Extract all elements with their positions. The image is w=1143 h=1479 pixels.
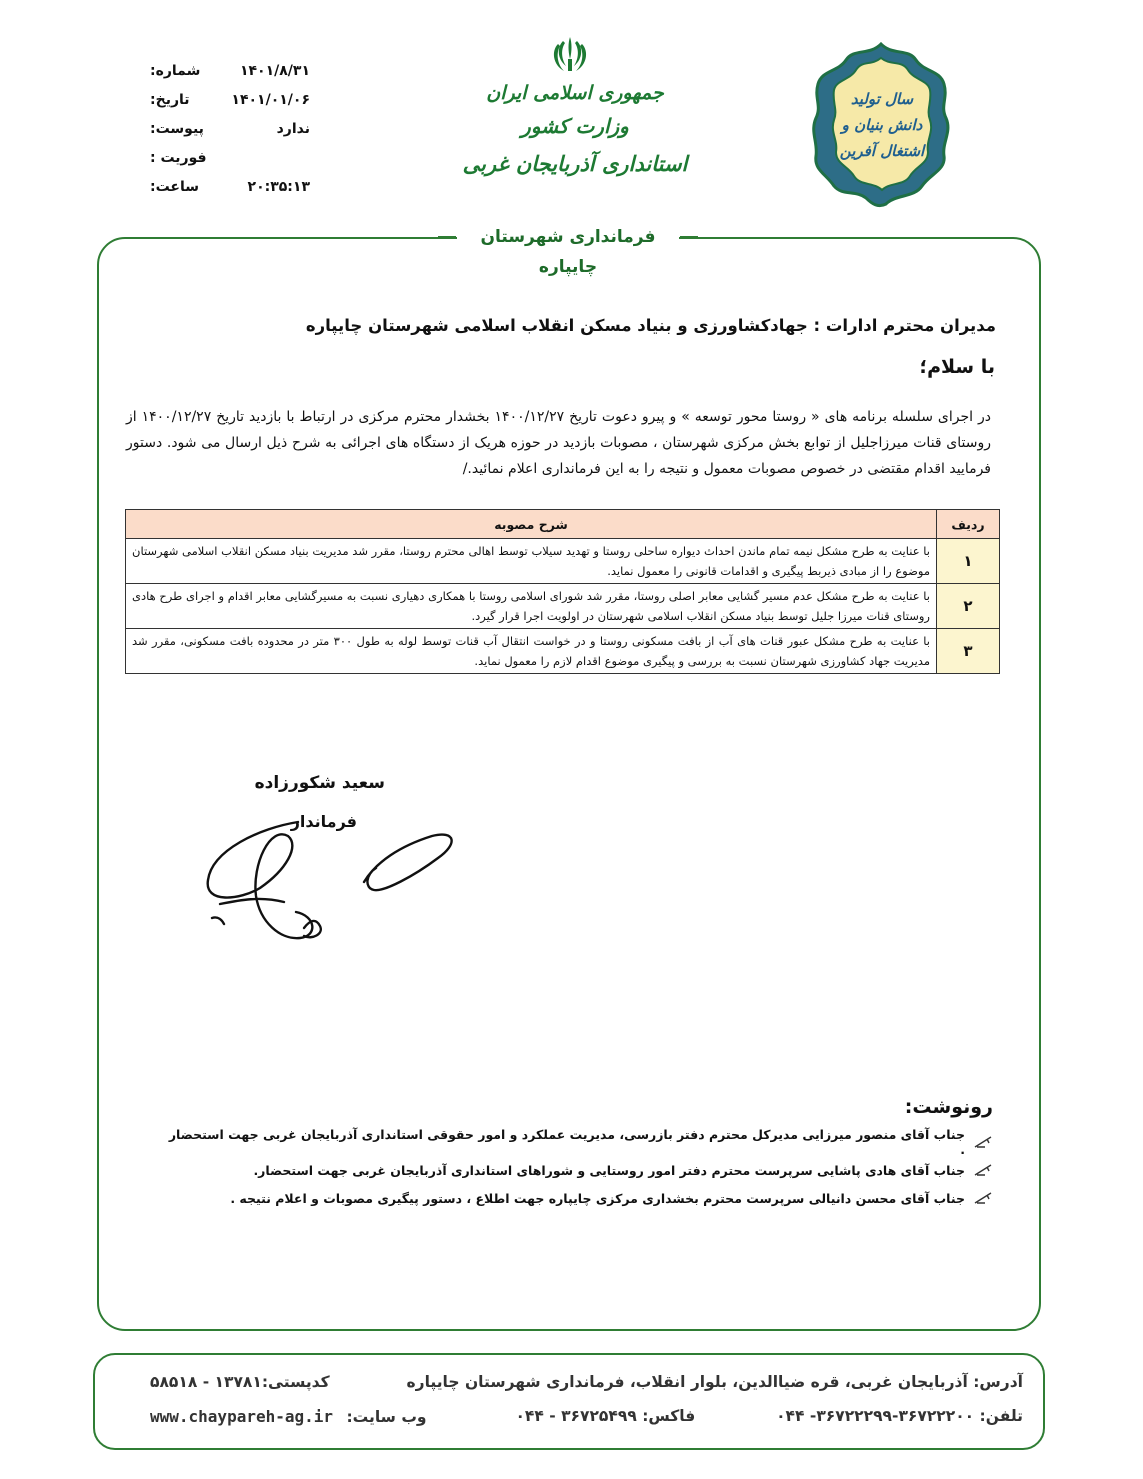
writing-hand-icon	[973, 1191, 993, 1205]
badge-line-2: دانش بنیان و	[841, 116, 923, 134]
header-ministry: وزارت کشور	[521, 114, 629, 138]
resolutions-table	[125, 509, 1000, 674]
letter-body: در اجرای سلسله برنامه های « روستا محور توسعه » و پیرو دعوت تاریخ ۱۴۰۰/۱۲/۲۷ بخشدار محترم مرکزی در ارتباط با بازدید تاریخ ۱۴۰۰/۱۲/۲۷ از روستای قنات میرزاجلیل از توابع بخش مرکزی شهرستان ، مصوبات بازدید در حوزه هریک از دستگاه های اجرائی به شرح ذیل ارسال می شود. دستور فرمایید اقدام مقتضی در خصوص مصوبات معمول و نتیجه را به این فرمانداری اعلام نمائید./	[126, 409, 991, 477]
signer-title: فرماندار	[290, 812, 357, 831]
meta-number-value: ۱۴۰۱/۸/۳۱	[239, 62, 310, 79]
row-text: با عنایت به طرح مشکل عدم مسیر گشایی معابر اصلی روستا، مقرر شد شورای اسلامی روستا با همکاری دهیاری نسبت به مسیرگشایی معابر اقدام و اجرای طرح هادی روستای قنات میرزا جلیل توسط بنیاد مسکن انقلاب اسلامی شهرستان در اولویت اجرا قرار گیرد.	[126, 584, 937, 629]
table-row	[126, 629, 1000, 674]
footer-phone-fax	[515, 1407, 1023, 1425]
meta-attachment	[150, 114, 310, 143]
cc-item	[163, 1156, 993, 1184]
meta-date-value: ۱۴۰۱/۰۱/۰۶	[231, 91, 310, 108]
meta-attachment-label: پیوست:	[150, 120, 204, 137]
writing-hand-icon	[973, 1135, 993, 1149]
footer-postal	[150, 1373, 330, 1391]
cc-item-text: جناب آقای محسن دانیالی سرپرست محترم بخشداری مرکزی چایپاره جهت اطلاع ، دستور پیگیری مصوبات و اعلام نتیجه .	[230, 1190, 965, 1206]
fax-label: فاکس:	[642, 1407, 696, 1425]
cc-heading: رونوشت:	[904, 1096, 993, 1118]
meta-time	[150, 172, 310, 201]
row-text: با عنایت به طرح مشکل عبور قنات های آب از بافت مسکونی روستا و در خواست انتقال آب قنات توسط لوله به طول ۳۰۰ متر در محدوده بافت مسکونی، مقرر شد مدیریت جهاد کشاورزی شهرستان نسبت به بررسی و پیگیری موضوع اقدام لازم را معمول نماید.	[126, 629, 937, 674]
office-title: فرمانداری شهرستان چایپاره	[457, 222, 679, 282]
row-num: ۲	[937, 584, 1000, 629]
website-label: وب سایت:	[346, 1408, 427, 1426]
writing-hand-icon	[973, 1163, 993, 1177]
table-header-row	[126, 510, 1000, 539]
government-header	[460, 78, 690, 184]
footer-contact	[93, 1353, 1045, 1450]
cc-item	[163, 1128, 993, 1156]
letter-greeting: با سلام؛	[919, 356, 995, 378]
badge-line-1: سال تولید	[850, 90, 914, 108]
col-num-header: ردیف	[937, 510, 1000, 539]
phone-value: ۳۶۷۲۲۲۰۰-۳۶۷۲۲۲۹۹- ۰۴۴	[776, 1407, 975, 1425]
footer-address	[407, 1373, 1023, 1391]
meta-urgency-label: فوریت :	[150, 149, 207, 166]
table-row	[126, 539, 1000, 584]
row-text: با عنایت به طرح مشکل نیمه تمام ماندن احداث دیواره ساحلی روستا و تهدید سیلاب توسط اهالی محترم روستا، مقرر شد مدیریت بنیاد مسکن انقلاب اسلامی شهرستان موضوع را از مبادی ذیربط پیگیری و اقدامات قانونی را معمول نماید.	[126, 539, 937, 584]
address-value: آذربایجان غربی، قره ضیاالدین، بلوار انقلاب، فرمانداری شهرستان چایپاره	[406, 1373, 968, 1391]
cc-list	[163, 1128, 993, 1212]
meta-time-label: ساعت:	[150, 178, 200, 195]
row-num: ۱	[937, 539, 1000, 584]
badge-line-3: اشتغال آفرین	[839, 142, 925, 160]
letter-addressee: مدیران محترم ادارات : جهادکشاورزی و بنیاد مسکن انقلاب اسلامی شهرستان چایپاره	[305, 316, 996, 335]
meta-date	[150, 85, 310, 114]
letter-meta	[150, 56, 310, 201]
cc-item-text: جناب آقای هادی پاشایی سرپرست محترم دفتر امور روستایی و شوراهای استانداری آذربایجان غربی جهت استحضار.	[253, 1162, 965, 1178]
fax-value: ۳۶۷۲۵۴۹۹ - ۰۴۴	[515, 1407, 637, 1425]
postal-value: ۱۳۷۸۱ - ۵۸۵۱۸	[150, 1373, 262, 1391]
meta-urgency	[150, 143, 310, 172]
meta-date-label: تاریخ:	[150, 91, 190, 108]
handwritten-signature	[200, 800, 470, 950]
meta-time-value: ۲۰:۳۵:۱۳	[247, 178, 310, 195]
header-province: استانداری آذربایجان غربی	[462, 151, 688, 176]
title-rule-right	[680, 236, 698, 238]
postal-label: کدپستی:	[261, 1373, 330, 1391]
cc-item-text: جناب آقای منصور میرزایی مدیرکل محترم دفتر بازرسی، مدیریت عملکرد و امور حقوقی استانداری آذربایجان غربی جهت استحضار .	[168, 1127, 965, 1157]
address-label: آدرس:	[973, 1373, 1023, 1391]
phone-label: تلفن:	[979, 1407, 1023, 1425]
footer-website	[150, 1407, 427, 1426]
cc-item	[163, 1184, 993, 1212]
meta-attachment-value: ندارد	[276, 120, 310, 137]
row-num: ۳	[937, 629, 1000, 674]
signer-name: سعید شکورزاده	[254, 773, 385, 793]
table-row	[126, 584, 1000, 629]
iran-emblem-icon	[548, 33, 592, 77]
website-link[interactable]: www.chaypareh-ag.ir	[150, 1407, 334, 1426]
title-rule-left	[438, 236, 456, 238]
meta-number	[150, 56, 310, 85]
col-desc-header: شرح مصوبه	[126, 510, 937, 539]
slogan-badge	[808, 40, 954, 210]
meta-number-label: شماره:	[150, 62, 201, 79]
header-republic: جمهوری اسلامی ایران	[486, 82, 664, 104]
